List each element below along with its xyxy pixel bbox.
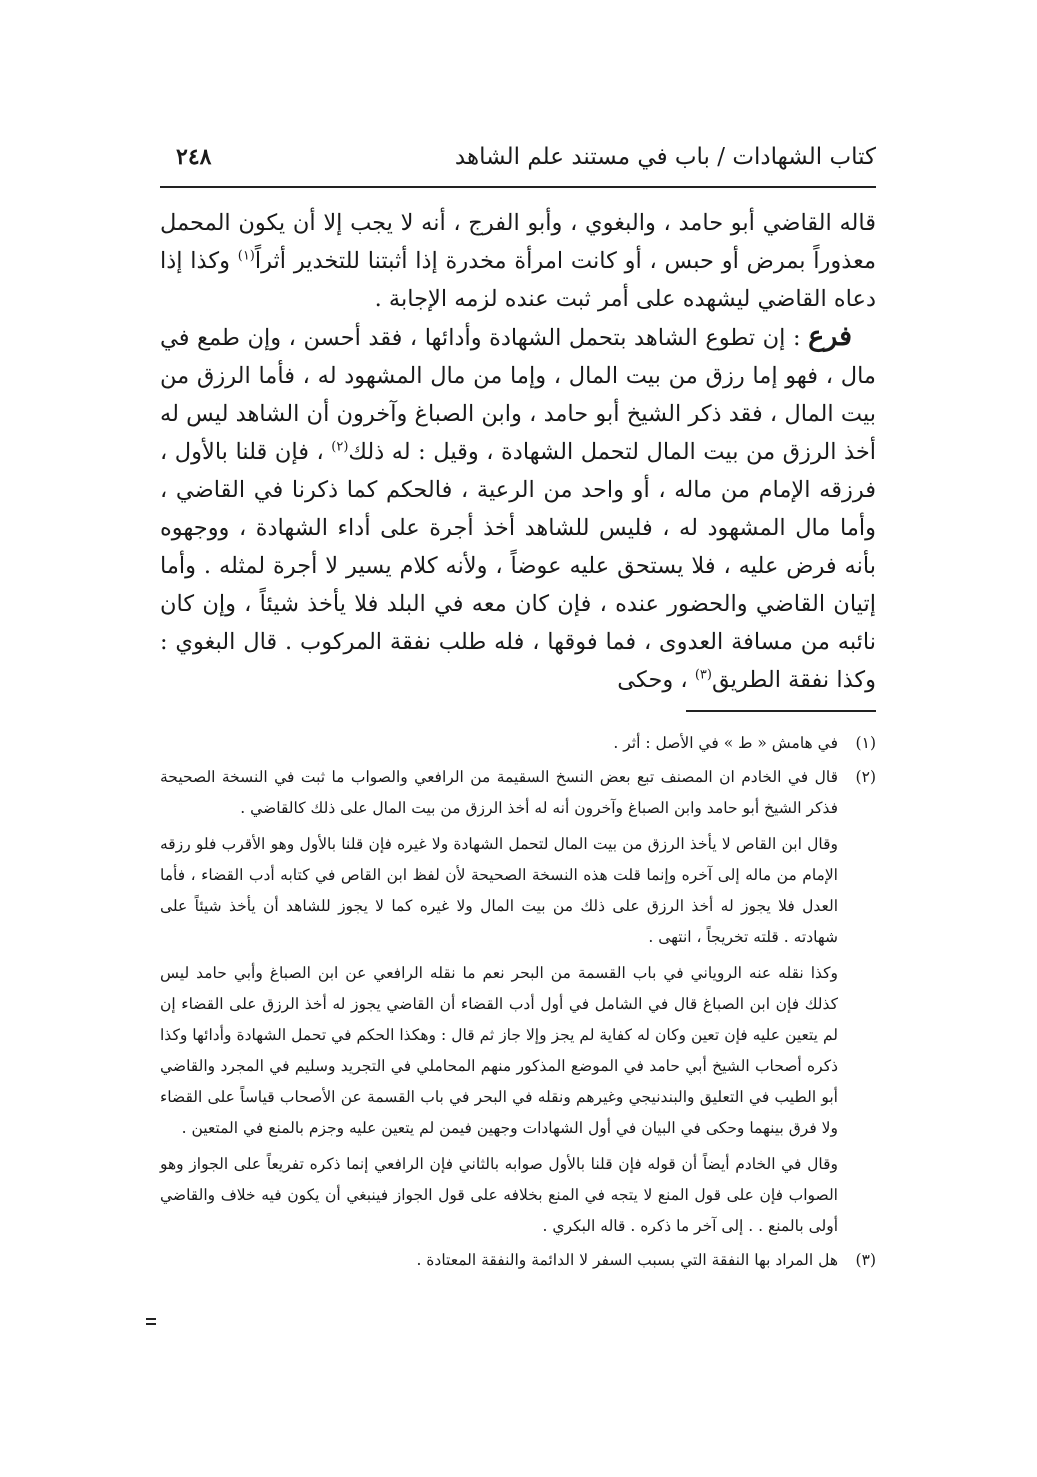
footnote-2-number: (٢) [855,768,876,786]
footnote-2-part-1: قال في الخادم ان المصنف تبع بعض النسخ السقيمة من الرافعي والصواب ما ثبت في النسخة الصحيحة فذكر الشيخ أبو حامد وابن الصباغ وآخرون أنه له أخذ الرزق من بيت المال على ذلك كالقاضي . [160,768,838,817]
footnote-1-text: في هامش « ط » في الأصل : أثر . [613,734,838,752]
header-divider [160,186,876,188]
paragraph-1-text-a: قاله القاضي أبو حامد ، والبغوي ، وأبو الفرج ، أنه لا يجب إلا أن يكون المحمل معذوراً بمرض أو حبس ، أو كانت امرأة مخدرة إذا أثبتنا للتخدير أثراً [160,210,876,274]
footnote-2-part-2: وقال ابن القاص لا يأخذ الرزق من بيت المال لتحمل الشهادة ولا غيره فإن قلنا بالأول وهو الأقرب فلو رزقه الإمام من ماله إلى آخره وإنما قلت هذه النسخة الصحيحة لأن لفظ ابن القاص في كتابه أدب القضاء ، فأما العدل فلا يجوز له أخذ الرزق على ذلك من بيت المال ولا غيره كما لا يجوز للشاهد أن يأخذ شيئاً على شهادته . قلته تخريجاً ، انتهى . [160,835,838,946]
footnote-1 [160,728,876,759]
footnote-3-body [160,1245,838,1276]
footnote-3 [160,1245,876,1276]
footnote-3-number: (٣) [855,1251,876,1269]
footnote-2-part-4: وقال في الخادم أيضاً أن قوله فإن قلنا بالأول صوابه بالثاني فإن الرافعي إنما ذكره تفريعاً على الجواز وهو الصواب فإن على قول المنع لا يتجه في المنع بخلافه على قول الجواز فينبغي أن يكون فيه خلاف والقاضي أولى بالمنع . . إلى آخر ما ذكره . قاله البكري . [160,1155,838,1235]
page-number: ٢٤٨ [176,144,212,170]
footnote-ref-2[interactable]: (٢) [331,439,349,455]
main-text [160,204,876,699]
paragraph-1-text-b: وكذا إذا دعاه القاضي ليشهده على أمر ثبت عنده لزمه الإجابة . [160,248,876,312]
running-title: كتاب الشهادات / باب في مستند علم الشاهد [454,144,876,170]
paragraph-1 [160,204,876,318]
paragraph-2-text-b: ، فإن قلنا بالأول ، فرزقه الإمام من ماله ، أو واحد من الرعية ، فالحكم كما ذكرنا في القاضي ، وأما مال المشهود له ، فليس للشاهد أخذ أجرة على أداء الشهادة ، ووجهوه بأنه فرض عليه ، فلا يستحق عليه عوضاً ، ولأنه كلام يسير لا أجرة لمثله . وأما إتيان القاضي والحضور عنده ، فإن كان معه في البلد فلا يأخذ شيئاً ، وإن كان نائبه من مسافة العدوى ، فما فوقها ، فله طلب نفقة المركوب . قال البغوي : وكذا نفقة الطريق [160,439,876,693]
footnote-2-part-3: وكذا نقله عنه الروياني في باب القسمة من البحر نعم ما نقله الرافعي عن ابن الصباغ وأبي حامد ليس كذلك فإن ابن الصباغ قال في الشامل في أول أدب القضاء أن القاضي يجوز له أخذ الرزق على القضاء إن لم يتعين عليه فإن تعين وكان له كفاية لم يجز وإلا جاز ثم قال : وهكذا الحكم في تحمل الشهادة وأدائها وكذا ذكره أصحاب الشيخ أبي حامد في الموضع المذكور منهم المحاملي في التجريد وسليم في المجرد والقاضي أبو الطيب في التعليق والبندنيجي وغيرهم ونقله في البحر في باب القسمة عن الأصحاب قياساً على القضاء ولا فرق بينهما وحكى في البيان في أول الشهادات وجهين فيمن لم يتعين عليه وجزم بالمنع في المتعين . [160,964,838,1137]
footnote-1-number: (١) [855,734,876,752]
footnote-3-text: هل المراد بها النفقة التي بسبب السفر لا الدائمة والنفقة المعتادة . [416,1251,838,1269]
footnote-ref-3[interactable]: (٣) [694,667,712,683]
paragraph-2 [160,318,876,699]
paragraph-2-text-c: ، وحكى [617,667,695,693]
footnotes [160,728,876,1279]
footnote-ref-1[interactable]: (١) [237,248,255,264]
footnote-2 [160,762,876,1242]
footnote-1-body [160,728,838,759]
continuation-mark [146,1318,158,1325]
footnote-divider [686,710,876,712]
footnote-2-body [160,762,838,1242]
section-label-far: فرع [808,321,852,352]
page-header [160,138,876,186]
paragraph-2-text-a: : إن تطوع الشاهد بتحمل الشهادة وأدائها ، فقد أحسن ، وإن طمع في مال ، فهو إما رزق من بيت المال ، وإما من مال المشهود له ، فأما الرزق من بيت المال ، فقد ذكر الشيخ أبو حامد ، وابن الصباغ وآخرون أن الشاهد ليس له أخذ الرزق من بيت المال لتحمل الشهادة ، وقيل : له ذلك [160,325,876,465]
